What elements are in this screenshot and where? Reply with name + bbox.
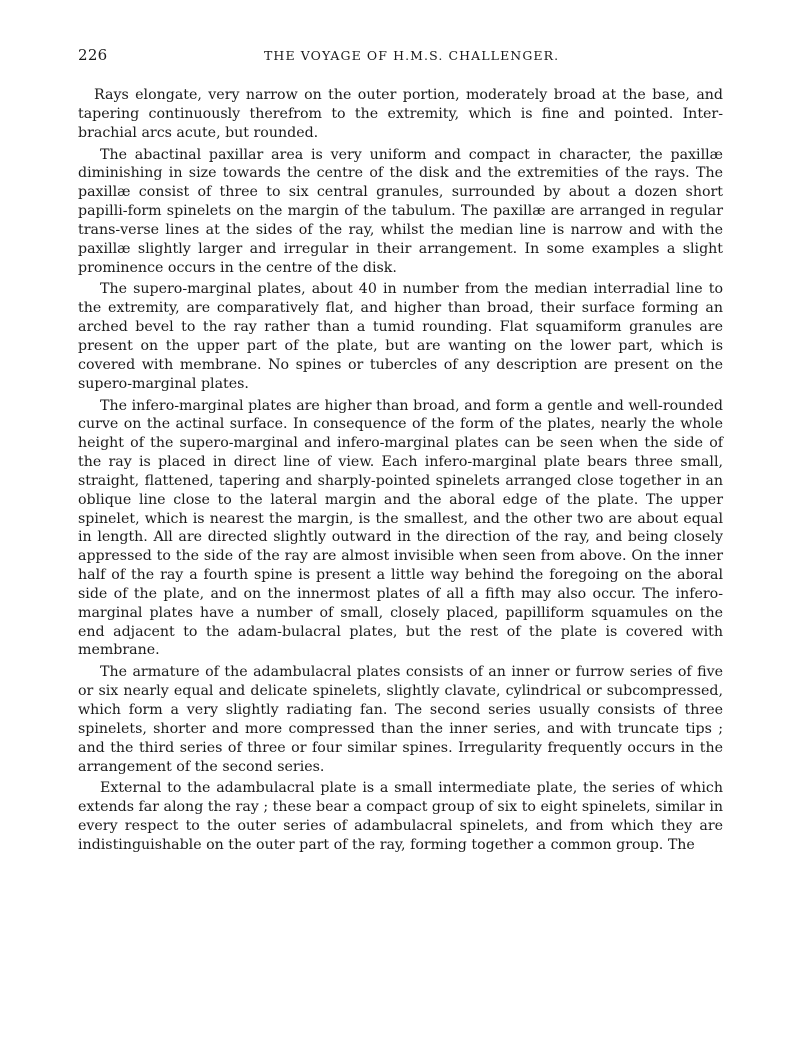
page-number: 226 [78,46,108,64]
paragraph-rays: Rays elongate, very narrow on the outer portion, moderately broad at the base, and tapering continuously therefrom to the extremity, which is fine and pointed. Inter-brachial arcs acute, but rounded. [78,87,723,141]
page-header [78,46,728,68]
paragraph-supero-marginal-plates: The supero-marginal plates, about 40 in number from the median interradial line to the extremity, are comparatively flat, and higher than broad, their surface forming an arched bevel to the ray rather than a tumid rounding. Flat squamiform granules are present on the upper part of the plate, but are wanting on the lower part, which is covered with membrane. No spines or tubercles of any description are present on the supero-marginal plates. [78,281,723,392]
paragraph-infero-marginal-plates: The infero-marginal plates are higher than broad, and form a gentle and well-rounded curve on the actinal surface. In consequence of the form of the plates, nearly the whole height of the supero-marginal and infero-marginal plates can be seen when the side of the ray is placed in direct line of view. Each infero-marginal plate bears three small, straight, flattened, tapering and sharply-pointed spinelets arranged close together in an oblique line close to the lateral margin and the aboral edge of the plate. The upper spinelet, which is nearest the margin, is the smallest, and the other two are about equal in length. All are directed slightly outward in the direction of the ray, and being closely appressed to the side of the ray are almost invisible when seen from above. On the inner half of the ray a fourth spine is present a little way behind the foregoing on the aboral side of the plate, and on the innermost plates of all a fifth may also occur. The infero-marginal plates have a number of small, closely placed, papilliform squamules on the end adjacent to the adam-bulacral plates, but the rest of the plate is covered with membrane. [78,397,723,659]
running-title: THE VOYAGE OF H.M.S. CHALLENGER. [264,48,560,63]
body-text [78,86,723,858]
paragraph-intermediate-plate: External to the adambulacral plate is a small intermediate plate, the series of which extends far along the ray ; these bear a compact group of six to eight spinelets, similar in every respect to the outer series of adambulacral spinelets, and from which they are indistinguishable on the outer part of the ray, forming together a common group. The [78,780,723,853]
paragraph-abactinal-paxillar-area: The abactinal paxillar area is very uniform and compact in character, the paxillæ diminishing in size towards the centre of the disk and the extremities of the rays. The paxillæ consist of three to six central granules, surrounded by about a dozen short papilli-form spinelets on the margin of the tabulum. The paxillæ are arranged in regular trans-verse lines at the sides of the ray, whilst the median line is narrow and with the paxillæ slightly larger and irregular in their arrangement. In some examples a slight prominence occurs in the centre of the disk. [78,146,723,276]
paragraph-adambulacral-armature: The armature of the adambulacral plates consists of an inner or furrow series of five or six nearly equal and delicate spinelets, slightly clavate, cylindrical or subcompressed, which form a very slightly radiating fan. The second series usually consists of three spinelets, shorter and more compressed than the inner series, and with truncate tips ; and the third series of three or four similar spines. Irregularity frequently occurs in the arrangement of the second series. [78,664,723,775]
